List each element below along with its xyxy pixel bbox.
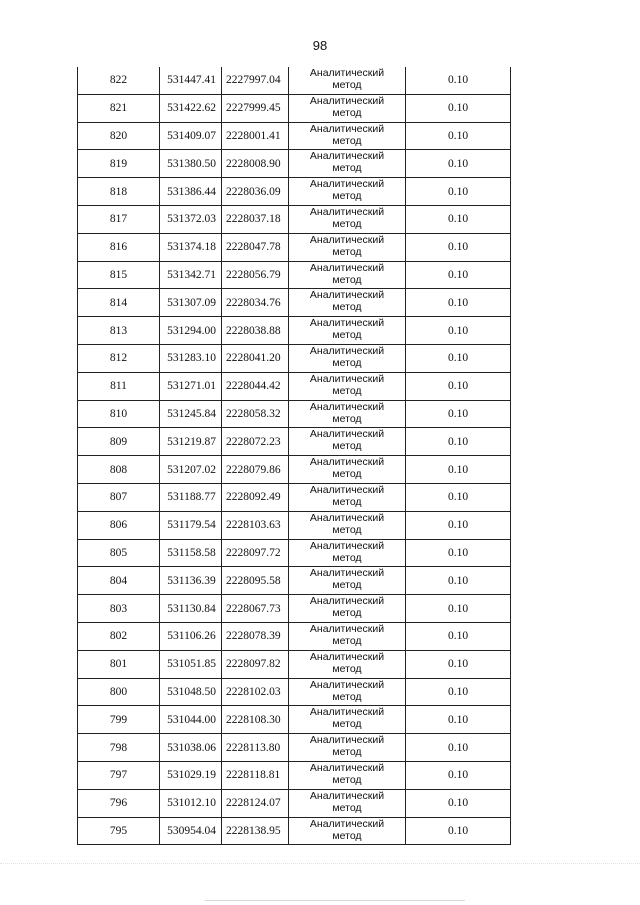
method-cell bbox=[289, 595, 406, 623]
point-number-cell: 821 bbox=[78, 94, 160, 122]
method-line-1: Аналитический bbox=[309, 650, 385, 663]
x-coordinate-cell: 531051.85 bbox=[160, 650, 222, 678]
method-cell bbox=[289, 94, 406, 122]
method-line-2: метод bbox=[332, 746, 362, 759]
method-line-1: Аналитический bbox=[309, 122, 385, 135]
method-line-1: Аналитический bbox=[309, 706, 385, 719]
method-line-2: метод bbox=[332, 468, 362, 481]
accuracy-cell: 0.10 bbox=[406, 344, 511, 372]
accuracy-cell: 0.10 bbox=[406, 67, 511, 94]
point-number-cell: 811 bbox=[78, 372, 160, 400]
table-row bbox=[78, 567, 511, 595]
accuracy-cell: 0.10 bbox=[406, 678, 511, 706]
method-line-1: Аналитический bbox=[309, 205, 385, 218]
method-line-1: Аналитический bbox=[309, 483, 385, 496]
point-number-cell: 804 bbox=[78, 567, 160, 595]
method-line-1: Аналитический bbox=[309, 456, 385, 469]
table-row bbox=[78, 205, 511, 233]
method-cell bbox=[289, 539, 406, 567]
method-cell bbox=[289, 650, 406, 678]
method-line-1: Аналитический bbox=[309, 511, 385, 524]
method-cell bbox=[289, 372, 406, 400]
y-coordinate-cell: 2228138.95 bbox=[222, 817, 289, 845]
method-line-1: Аналитический bbox=[309, 817, 385, 830]
x-coordinate-cell: 531447.41 bbox=[160, 67, 222, 94]
x-coordinate-cell: 531219.87 bbox=[160, 428, 222, 456]
method-line-1: Аналитический bbox=[309, 734, 385, 747]
x-coordinate-cell: 531294.00 bbox=[160, 317, 222, 345]
method-cell bbox=[289, 761, 406, 789]
table-row bbox=[78, 428, 511, 456]
method-line-2: метод bbox=[332, 134, 362, 147]
coordinates-table bbox=[77, 67, 511, 845]
y-coordinate-cell: 2228097.82 bbox=[222, 650, 289, 678]
x-coordinate-cell: 531106.26 bbox=[160, 622, 222, 650]
y-coordinate-cell: 2228124.07 bbox=[222, 789, 289, 817]
accuracy-cell: 0.10 bbox=[406, 539, 511, 567]
method-line-1: Аналитический bbox=[309, 622, 385, 635]
table-row bbox=[78, 483, 511, 511]
coordinates-table-body bbox=[78, 67, 511, 845]
table-row bbox=[78, 372, 511, 400]
point-number-cell: 818 bbox=[78, 178, 160, 206]
accuracy-cell: 0.10 bbox=[406, 400, 511, 428]
point-number-cell: 820 bbox=[78, 122, 160, 150]
method-line-2: метод bbox=[332, 662, 362, 675]
point-number-cell: 795 bbox=[78, 817, 160, 845]
x-coordinate-cell: 531307.09 bbox=[160, 289, 222, 317]
y-coordinate-cell: 2228097.72 bbox=[222, 539, 289, 567]
table-row bbox=[78, 317, 511, 345]
y-coordinate-cell: 2228036.09 bbox=[222, 178, 289, 206]
method-cell bbox=[289, 205, 406, 233]
point-number-cell: 817 bbox=[78, 205, 160, 233]
x-coordinate-cell: 531038.06 bbox=[160, 734, 222, 762]
x-coordinate-cell: 531029.19 bbox=[160, 761, 222, 789]
y-coordinate-cell: 2228047.78 bbox=[222, 233, 289, 261]
y-coordinate-cell: 2228092.49 bbox=[222, 483, 289, 511]
method-cell bbox=[289, 233, 406, 261]
point-number-cell: 803 bbox=[78, 595, 160, 623]
point-number-cell: 819 bbox=[78, 150, 160, 178]
table-row bbox=[78, 539, 511, 567]
y-coordinate-cell: 2228044.42 bbox=[222, 372, 289, 400]
method-line-1: Аналитический bbox=[309, 400, 385, 413]
y-coordinate-cell: 2228041.20 bbox=[222, 344, 289, 372]
y-coordinate-cell: 2228056.79 bbox=[222, 261, 289, 289]
accuracy-cell: 0.10 bbox=[406, 511, 511, 539]
y-coordinate-cell: 2228078.39 bbox=[222, 622, 289, 650]
method-line-2: метод bbox=[332, 384, 362, 397]
table-row bbox=[78, 178, 511, 206]
method-cell bbox=[289, 456, 406, 484]
accuracy-cell: 0.10 bbox=[406, 761, 511, 789]
x-coordinate-cell: 531283.10 bbox=[160, 344, 222, 372]
method-cell bbox=[289, 289, 406, 317]
accuracy-cell: 0.10 bbox=[406, 122, 511, 150]
accuracy-cell: 0.10 bbox=[406, 789, 511, 817]
accuracy-cell: 0.10 bbox=[406, 817, 511, 845]
y-coordinate-cell: 2228034.76 bbox=[222, 289, 289, 317]
method-cell bbox=[289, 122, 406, 150]
y-coordinate-cell: 2228102.03 bbox=[222, 678, 289, 706]
point-number-cell: 798 bbox=[78, 734, 160, 762]
accuracy-cell: 0.10 bbox=[406, 205, 511, 233]
point-number-cell: 802 bbox=[78, 622, 160, 650]
table-row bbox=[78, 122, 511, 150]
y-coordinate-cell: 2227999.45 bbox=[222, 94, 289, 122]
y-coordinate-cell: 2228038.88 bbox=[222, 317, 289, 345]
table-row bbox=[78, 595, 511, 623]
point-number-cell: 810 bbox=[78, 400, 160, 428]
x-coordinate-cell: 531179.54 bbox=[160, 511, 222, 539]
accuracy-cell: 0.10 bbox=[406, 178, 511, 206]
method-line-1: Аналитический bbox=[309, 761, 385, 774]
method-cell bbox=[289, 706, 406, 734]
page-number: 98 bbox=[312, 38, 328, 53]
method-line-2: метод bbox=[332, 79, 362, 91]
method-cell bbox=[289, 400, 406, 428]
point-number-cell: 816 bbox=[78, 233, 160, 261]
method-line-1: Аналитический bbox=[309, 94, 385, 107]
table-row bbox=[78, 150, 511, 178]
x-coordinate-cell: 531409.07 bbox=[160, 122, 222, 150]
method-line-1: Аналитический bbox=[309, 233, 385, 246]
table-row bbox=[78, 94, 511, 122]
method-cell bbox=[289, 789, 406, 817]
table-row bbox=[78, 400, 511, 428]
x-coordinate-cell: 530954.04 bbox=[160, 817, 222, 845]
method-line-2: метод bbox=[332, 523, 362, 536]
method-line-2: метод bbox=[332, 495, 362, 508]
method-line-2: метод bbox=[332, 162, 362, 175]
accuracy-cell: 0.10 bbox=[406, 650, 511, 678]
page-bottom-edge bbox=[205, 900, 465, 901]
table-row bbox=[78, 261, 511, 289]
point-number-cell: 812 bbox=[78, 344, 160, 372]
point-number-cell: 809 bbox=[78, 428, 160, 456]
y-coordinate-cell: 2228037.18 bbox=[222, 205, 289, 233]
method-cell bbox=[289, 150, 406, 178]
y-coordinate-cell: 2228118.81 bbox=[222, 761, 289, 789]
method-line-1: Аналитический bbox=[309, 150, 385, 163]
x-coordinate-cell: 531372.03 bbox=[160, 205, 222, 233]
method-line-1: Аналитический bbox=[309, 678, 385, 691]
point-number-cell: 807 bbox=[78, 483, 160, 511]
method-line-2: метод bbox=[332, 217, 362, 230]
x-coordinate-cell: 531245.84 bbox=[160, 400, 222, 428]
table-row bbox=[78, 817, 511, 845]
x-coordinate-cell: 531271.01 bbox=[160, 372, 222, 400]
table-row bbox=[78, 789, 511, 817]
table-row bbox=[78, 650, 511, 678]
accuracy-cell: 0.10 bbox=[406, 428, 511, 456]
table-row bbox=[78, 233, 511, 261]
accuracy-cell: 0.10 bbox=[406, 372, 511, 400]
method-cell bbox=[289, 567, 406, 595]
point-number-cell: 808 bbox=[78, 456, 160, 484]
method-line-2: метод bbox=[332, 634, 362, 647]
y-coordinate-cell: 2228058.32 bbox=[222, 400, 289, 428]
method-line-1: Аналитический bbox=[309, 178, 385, 191]
method-line-2: метод bbox=[332, 773, 362, 786]
x-coordinate-cell: 531012.10 bbox=[160, 789, 222, 817]
x-coordinate-cell: 531136.39 bbox=[160, 567, 222, 595]
method-line-1: Аналитический bbox=[309, 595, 385, 608]
method-cell bbox=[289, 622, 406, 650]
accuracy-cell: 0.10 bbox=[406, 567, 511, 595]
method-cell bbox=[289, 178, 406, 206]
method-cell bbox=[289, 428, 406, 456]
accuracy-cell: 0.10 bbox=[406, 289, 511, 317]
method-line-2: метод bbox=[332, 579, 362, 592]
x-coordinate-cell: 531374.18 bbox=[160, 233, 222, 261]
point-number-cell: 805 bbox=[78, 539, 160, 567]
point-number-cell: 806 bbox=[78, 511, 160, 539]
x-coordinate-cell: 531130.84 bbox=[160, 595, 222, 623]
table-row bbox=[78, 678, 511, 706]
method-line-2: метод bbox=[332, 245, 362, 258]
y-coordinate-cell: 2228008.90 bbox=[222, 150, 289, 178]
accuracy-cell: 0.10 bbox=[406, 317, 511, 345]
table-row bbox=[78, 67, 511, 94]
point-number-cell: 813 bbox=[78, 317, 160, 345]
method-cell bbox=[289, 817, 406, 845]
table-row bbox=[78, 706, 511, 734]
point-number-cell: 815 bbox=[78, 261, 160, 289]
y-coordinate-cell: 2228113.80 bbox=[222, 734, 289, 762]
table-row bbox=[78, 761, 511, 789]
method-line-1: Аналитический bbox=[309, 567, 385, 580]
table-row bbox=[78, 734, 511, 762]
accuracy-cell: 0.10 bbox=[406, 706, 511, 734]
x-coordinate-cell: 531386.44 bbox=[160, 178, 222, 206]
point-number-cell: 800 bbox=[78, 678, 160, 706]
y-coordinate-cell: 2228095.58 bbox=[222, 567, 289, 595]
accuracy-cell: 0.10 bbox=[406, 456, 511, 484]
method-line-2: метод bbox=[332, 440, 362, 453]
table-row bbox=[78, 622, 511, 650]
method-line-1: Аналитический bbox=[309, 67, 385, 79]
y-coordinate-cell: 2228072.23 bbox=[222, 428, 289, 456]
method-line-1: Аналитический bbox=[309, 317, 385, 330]
x-coordinate-cell: 531380.50 bbox=[160, 150, 222, 178]
method-line-2: метод bbox=[332, 551, 362, 564]
y-coordinate-cell: 2228108.30 bbox=[222, 706, 289, 734]
y-coordinate-cell: 2227997.04 bbox=[222, 67, 289, 94]
point-number-cell: 799 bbox=[78, 706, 160, 734]
method-line-2: метод bbox=[332, 829, 362, 842]
y-coordinate-cell: 2228103.63 bbox=[222, 511, 289, 539]
table-row bbox=[78, 344, 511, 372]
method-line-2: метод bbox=[332, 412, 362, 425]
method-line-1: Аналитический bbox=[309, 539, 385, 552]
table-row bbox=[78, 511, 511, 539]
method-cell bbox=[289, 483, 406, 511]
accuracy-cell: 0.10 bbox=[406, 233, 511, 261]
method-line-2: метод bbox=[332, 106, 362, 119]
method-line-2: метод bbox=[332, 718, 362, 731]
accuracy-cell: 0.10 bbox=[406, 734, 511, 762]
point-number-cell: 797 bbox=[78, 761, 160, 789]
table-row bbox=[78, 289, 511, 317]
method-line-1: Аналитический bbox=[309, 344, 385, 357]
point-number-cell: 822 bbox=[78, 67, 160, 94]
x-coordinate-cell: 531342.71 bbox=[160, 261, 222, 289]
method-line-2: метод bbox=[332, 801, 362, 814]
y-coordinate-cell: 2228067.73 bbox=[222, 595, 289, 623]
method-line-2: метод bbox=[332, 607, 362, 620]
accuracy-cell: 0.10 bbox=[406, 261, 511, 289]
y-coordinate-cell: 2228001.41 bbox=[222, 122, 289, 150]
method-line-1: Аналитический bbox=[309, 289, 385, 302]
method-cell bbox=[289, 261, 406, 289]
method-line-1: Аналитический bbox=[309, 372, 385, 385]
accuracy-cell: 0.10 bbox=[406, 595, 511, 623]
method-line-2: метод bbox=[332, 273, 362, 286]
point-number-cell: 801 bbox=[78, 650, 160, 678]
accuracy-cell: 0.10 bbox=[406, 483, 511, 511]
method-cell bbox=[289, 317, 406, 345]
x-coordinate-cell: 531048.50 bbox=[160, 678, 222, 706]
method-line-1: Аналитический bbox=[309, 789, 385, 802]
method-cell bbox=[289, 344, 406, 372]
method-line-2: метод bbox=[332, 190, 362, 203]
table-row bbox=[78, 456, 511, 484]
accuracy-cell: 0.10 bbox=[406, 94, 511, 122]
accuracy-cell: 0.10 bbox=[406, 622, 511, 650]
x-coordinate-cell: 531044.00 bbox=[160, 706, 222, 734]
x-coordinate-cell: 531422.62 bbox=[160, 94, 222, 122]
x-coordinate-cell: 531158.58 bbox=[160, 539, 222, 567]
x-coordinate-cell: 531188.77 bbox=[160, 483, 222, 511]
y-coordinate-cell: 2228079.86 bbox=[222, 456, 289, 484]
method-cell bbox=[289, 511, 406, 539]
method-cell bbox=[289, 678, 406, 706]
method-line-1: Аналитический bbox=[309, 428, 385, 441]
method-line-1: Аналитический bbox=[309, 261, 385, 274]
accuracy-cell: 0.10 bbox=[406, 150, 511, 178]
method-line-2: метод bbox=[332, 356, 362, 369]
point-number-cell: 796 bbox=[78, 789, 160, 817]
method-cell bbox=[289, 67, 406, 94]
method-cell bbox=[289, 734, 406, 762]
point-number-cell: 814 bbox=[78, 289, 160, 317]
scan-artifact-line bbox=[0, 863, 640, 866]
method-line-2: метод bbox=[332, 690, 362, 703]
method-line-2: метод bbox=[332, 301, 362, 314]
x-coordinate-cell: 531207.02 bbox=[160, 456, 222, 484]
method-line-2: метод bbox=[332, 329, 362, 342]
